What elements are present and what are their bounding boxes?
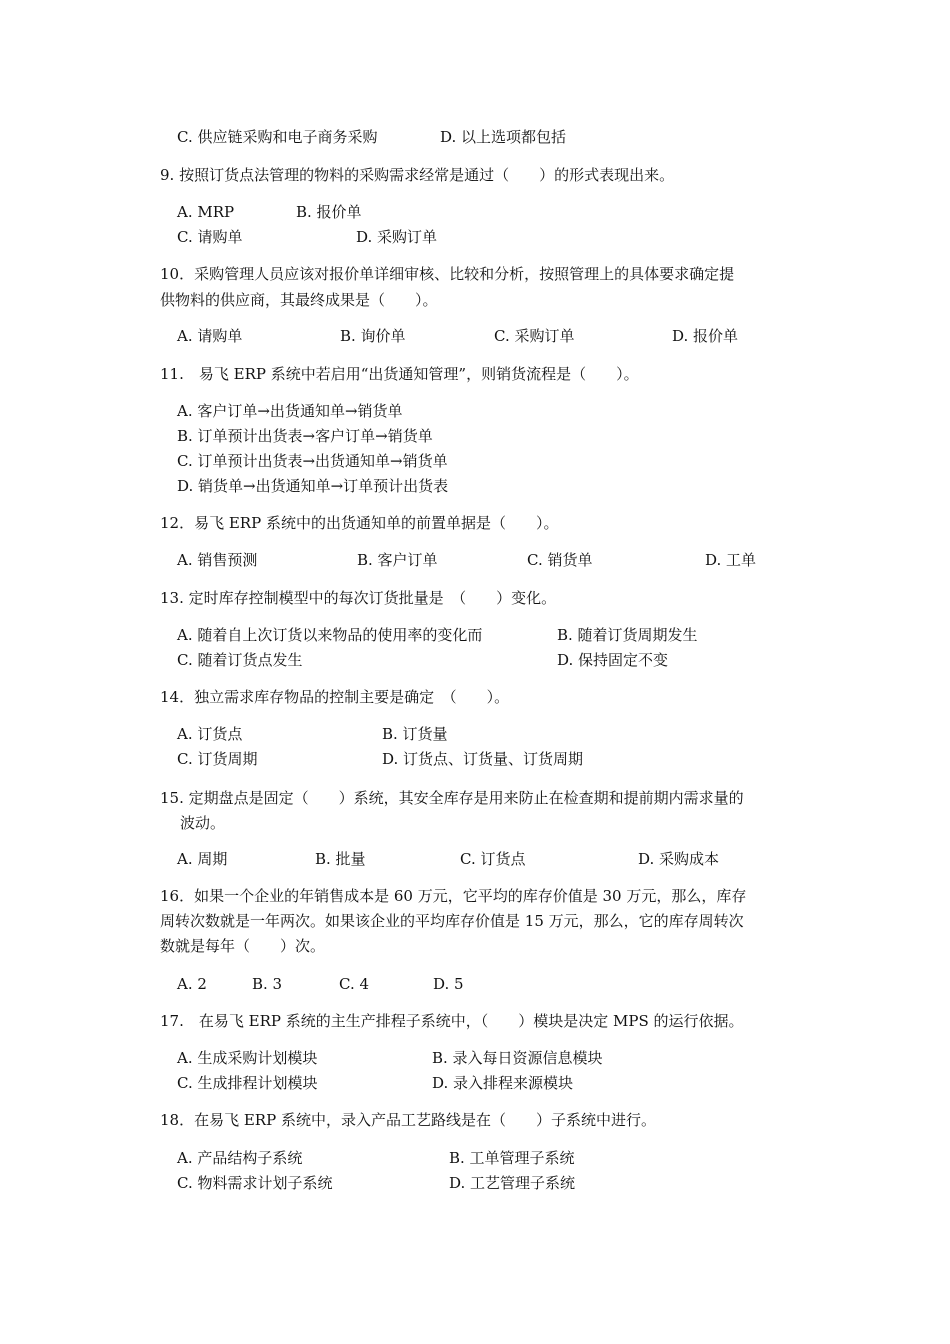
q18-option-b: B. 工单管理子系统 (449, 1149, 575, 1167)
q14-option-c: C. 订货周期 (177, 750, 258, 768)
q11-option-a: A. 客户订单→出货通知单→销货单 (177, 402, 403, 420)
q9-option-d: D. 采购订单 (356, 228, 438, 246)
q10-option-c: C. 采购订单 (494, 327, 575, 345)
q16-option-d: D. 5 (433, 975, 464, 993)
q16-option-b: B. 3 (252, 975, 283, 993)
q12-option-d: D. 工单 (705, 551, 757, 569)
q11-stem: 11. 易飞 ERP 系统中若启用“出货通知管理”，则销货流程是（ ）。 (160, 365, 639, 383)
q16-stem-line1: 16．如果一个企业的年销售成本是 60 万元，它平均的库存价值是 30 万元，那么，库存 (160, 887, 747, 905)
q9-option-a: A. MRP (177, 203, 235, 221)
q9-stem: 9. 按照订货点法管理的物料的采购需求经常是通过（ ）的形式表现出来。 (160, 166, 675, 184)
q11-option-c: C. 订单预计出货表→出货通知单→销货单 (177, 452, 448, 470)
q17-option-c: C. 生成排程计划模块 (177, 1074, 318, 1092)
q13-option-a: A. 随着自上次订货以来物品的使用率的变化而 (177, 626, 483, 644)
q15-option-a: A. 周期 (177, 850, 228, 868)
q17-option-b: B. 录入每日资源信息模块 (432, 1049, 603, 1067)
q13-option-d: D. 保持固定不变 (557, 651, 669, 669)
q15-stem-line1: 15. 定期盘点是固定（ ）系统，其安全库存是用来防止在检查期和提前期内需求量的 (160, 789, 744, 807)
q18-option-a: A. 产品结构子系统 (177, 1149, 303, 1167)
q13-option-b: B. 随着订货周期发生 (557, 626, 698, 644)
q8-option-c: C. 供应链采购和电子商务采购 (177, 128, 378, 146)
q8-option-d: D. 以上选项都包括 (440, 128, 567, 146)
q10-option-b: B. 询价单 (340, 327, 406, 345)
q15-option-d: D. 采购成本 (638, 850, 720, 868)
q14-stem: 14．独立需求库存物品的控制主要是确定 （ ）。 (160, 688, 510, 706)
q17-stem: 17. 在易飞 ERP 系统的主生产排程子系统中，（ ）模块是决定 MPS 的运行依据。 (160, 1012, 744, 1030)
q15-option-c: C. 订货点 (460, 850, 526, 868)
q11-option-b: B. 订单预计出货表→客户订单→销货单 (177, 427, 433, 445)
q10-option-a: A. 请购单 (177, 327, 243, 345)
q12-stem: 12．易飞 ERP 系统中的出货通知单的前置单据是（ ）。 (160, 514, 559, 532)
q16-option-a: A. 2 (177, 975, 207, 993)
q15-stem-line2: 波动。 (180, 814, 226, 832)
q16-option-c: C. 4 (339, 975, 370, 993)
q17-option-a: A. 生成采购计划模块 (177, 1049, 318, 1067)
q14-option-b: B. 订货量 (382, 725, 448, 743)
q18-option-d: D. 工艺管理子系统 (449, 1174, 576, 1192)
q18-option-c: C. 物料需求计划子系统 (177, 1174, 333, 1192)
q16-stem-line3: 数就是每年（ ）次。 (160, 937, 326, 955)
q12-option-a: A. 销售预测 (177, 551, 258, 569)
q13-stem: 13. 定时库存控制模型中的每次订货批量是 （ ）变化。 (160, 589, 557, 607)
q10-stem-line2: 供物料的供应商，其最终成果是（ ）。 (160, 291, 438, 309)
q12-option-c: C. 销货单 (527, 551, 593, 569)
q9-option-b: B. 报价单 (296, 203, 362, 221)
q14-option-d: D. 订货点、订货量、订货周期 (382, 750, 584, 768)
q12-option-b: B. 客户订单 (357, 551, 438, 569)
q14-option-a: A. 订货点 (177, 725, 243, 743)
q16-stem-line2: 周转次数就是一年两次。如果该企业的平均库存价值是 15 万元，那么，它的库存周转次 (160, 912, 744, 930)
q10-option-d: D. 报价单 (672, 327, 739, 345)
q15-option-b: B. 批量 (315, 850, 366, 868)
q13-option-c: C. 随着订货点发生 (177, 651, 303, 669)
q11-option-d: D. 销货单→出货通知单→订单预计出货表 (177, 477, 449, 495)
q17-option-d: D. 录入排程来源模块 (432, 1074, 574, 1092)
q9-option-c: C. 请购单 (177, 228, 243, 246)
q18-stem: 18．在易飞 ERP 系统中，录入产品工艺路线是在（ ）子系统中进行。 (160, 1111, 656, 1129)
q10-stem-line1: 10．采购管理人员应该对报价单详细审核、比较和分析，按照管理上的具体要求确定提 (160, 265, 735, 283)
